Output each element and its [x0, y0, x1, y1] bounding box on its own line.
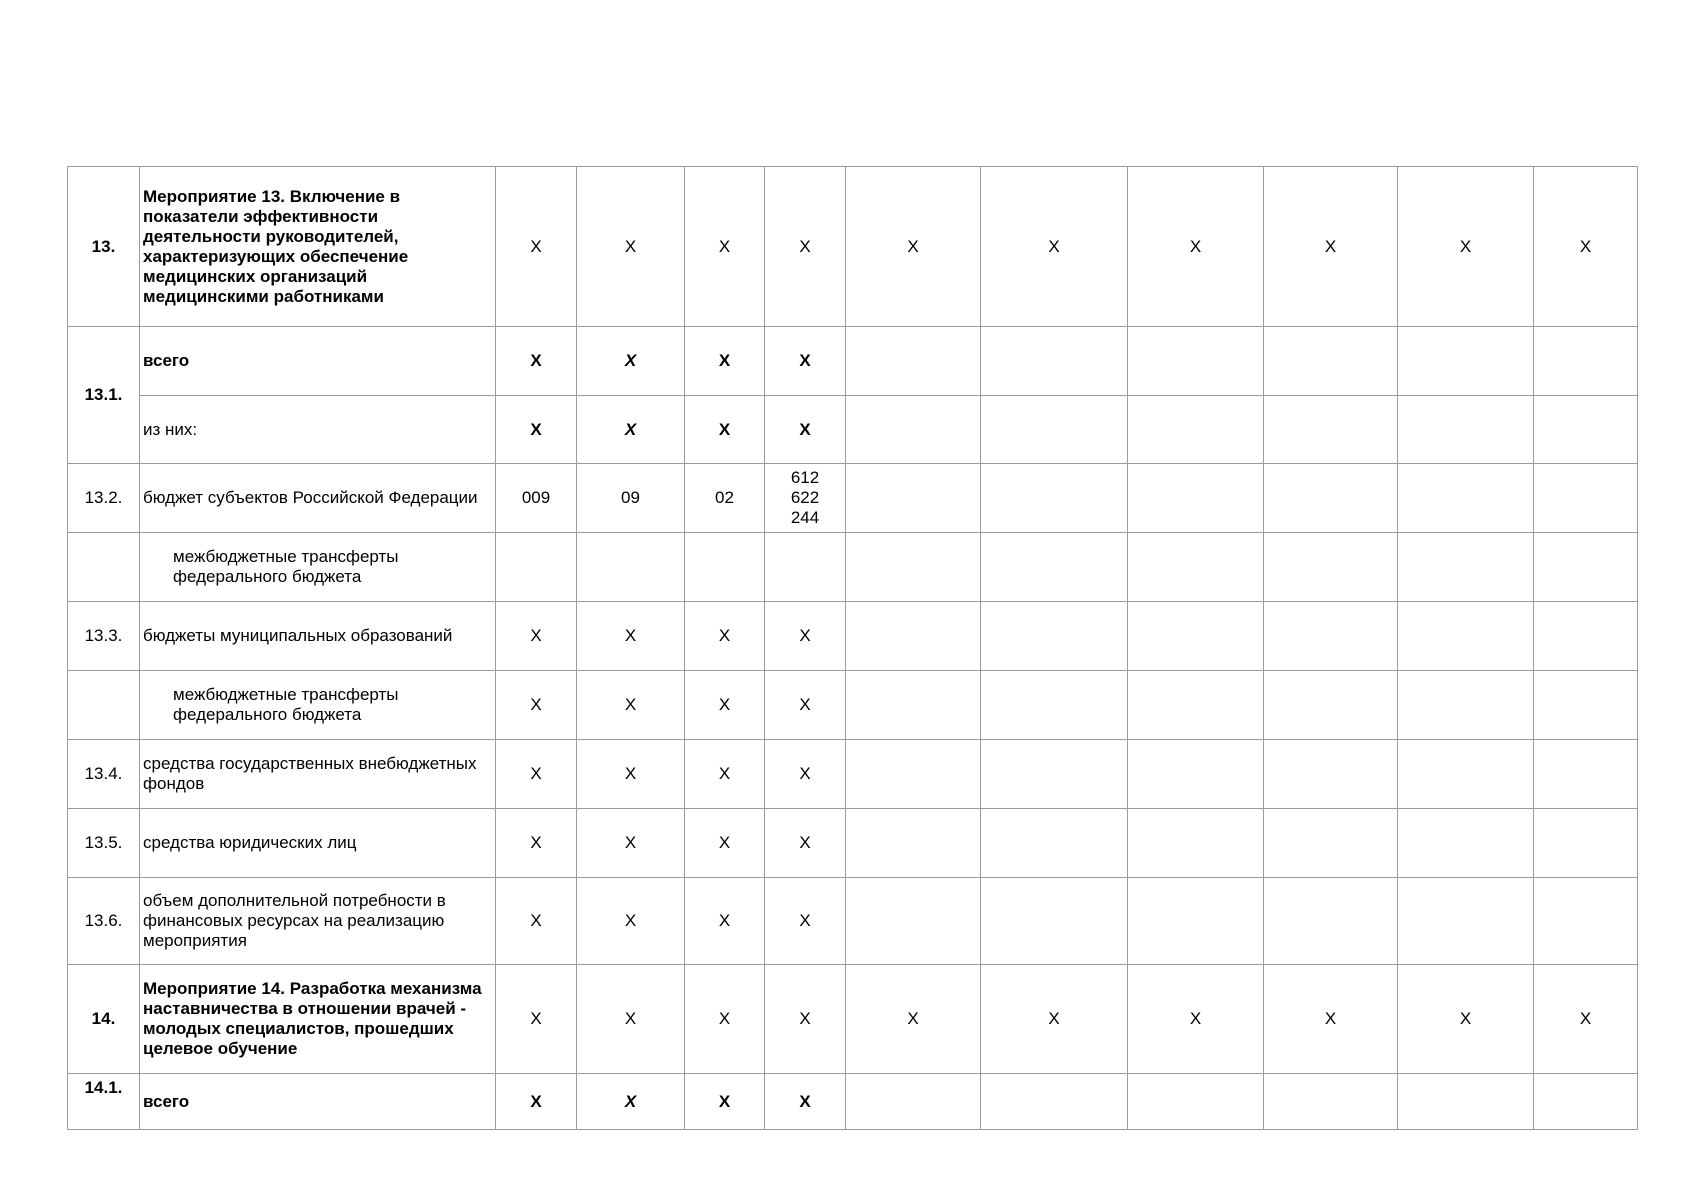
row-description: бюджеты муниципальных образований	[140, 602, 496, 671]
row-description: бюджет субъектов Российской Федерации	[140, 464, 496, 533]
table-cell	[685, 533, 765, 602]
table-cell: X	[1534, 965, 1638, 1074]
table-row	[68, 1074, 1638, 1130]
table-cell: X	[577, 671, 685, 740]
table-cell	[1264, 671, 1398, 740]
table-cell: X	[1398, 965, 1534, 1074]
table-cell: X	[685, 327, 765, 396]
table-row	[68, 809, 1638, 878]
table-cell: 09	[577, 464, 685, 533]
budget-table	[67, 166, 1638, 1130]
table-cell	[765, 533, 846, 602]
table-cell: X	[577, 396, 685, 464]
table-cell	[1398, 1074, 1534, 1130]
table-cell	[1264, 327, 1398, 396]
table-cell	[1398, 327, 1534, 396]
table-cell: X	[1534, 167, 1638, 327]
table-cell	[1264, 809, 1398, 878]
table-cell	[1398, 809, 1534, 878]
table-cell	[1398, 878, 1534, 965]
table-cell	[846, 464, 981, 533]
row-number: 13.	[68, 167, 140, 327]
table-cell	[1534, 464, 1638, 533]
table-cell: X	[577, 878, 685, 965]
table-cell	[496, 533, 577, 602]
table-cell	[846, 740, 981, 809]
table-cell	[846, 809, 981, 878]
table-cell	[1264, 464, 1398, 533]
table-cell	[1128, 671, 1264, 740]
table-cell	[1128, 809, 1264, 878]
table-cell	[846, 602, 981, 671]
table-cell	[1128, 602, 1264, 671]
table-cell: X	[496, 167, 577, 327]
table-cell	[981, 671, 1128, 740]
table-cell	[1534, 533, 1638, 602]
table-cell	[1398, 602, 1534, 671]
table-cell	[981, 602, 1128, 671]
table-cell: 02	[685, 464, 765, 533]
row-description: Мероприятие 14. Разработка механизма наставничества в отношении врачей - молодых специалистов, прошедших целевое обучение	[140, 965, 496, 1074]
table-cell	[1128, 533, 1264, 602]
table-cell: X	[685, 1074, 765, 1130]
table-cell: X	[496, 396, 577, 464]
table-cell: X	[685, 602, 765, 671]
table-cell	[981, 327, 1128, 396]
table-cell: X	[577, 809, 685, 878]
table-cell	[1534, 396, 1638, 464]
table-cell	[1128, 740, 1264, 809]
table-cell: X	[765, 396, 846, 464]
table-cell	[981, 396, 1128, 464]
table-cell: X	[496, 740, 577, 809]
table-cell	[846, 671, 981, 740]
row-description: средства юридических лиц	[140, 809, 496, 878]
table-row	[68, 740, 1638, 809]
table-cell	[1128, 396, 1264, 464]
row-number	[68, 671, 140, 740]
table-cell: X	[685, 878, 765, 965]
table-cell: X	[765, 878, 846, 965]
table-cell	[1128, 1074, 1264, 1130]
table-cell: X	[577, 1074, 685, 1130]
table-cell	[981, 740, 1128, 809]
table-cell	[1398, 740, 1534, 809]
table-cell: X	[685, 167, 765, 327]
table-cell	[1264, 1074, 1398, 1130]
table-row	[68, 396, 1638, 464]
table-cell: X	[765, 1074, 846, 1130]
row-description: всего	[140, 1074, 496, 1130]
table-cell	[846, 878, 981, 965]
table-cell	[846, 533, 981, 602]
table-row	[68, 327, 1638, 396]
table-cell	[1534, 878, 1638, 965]
table-cell	[981, 878, 1128, 965]
table-cell: X	[496, 965, 577, 1074]
table-cell: X	[577, 602, 685, 671]
table-cell	[1534, 809, 1638, 878]
row-description: всего	[140, 327, 496, 396]
table-cell	[1534, 327, 1638, 396]
row-number: 14.1.	[68, 1074, 140, 1130]
table-cell: 009	[496, 464, 577, 533]
table-cell	[846, 396, 981, 464]
table-cell	[981, 1074, 1128, 1130]
row-number: 13.4.	[68, 740, 140, 809]
row-description: объем дополнительной потребности в финансовых ресурсах на реализацию мероприятия	[140, 878, 496, 965]
table-cell	[1128, 464, 1264, 533]
table-cell: X	[846, 965, 981, 1074]
row-number: 13.5.	[68, 809, 140, 878]
expense-code: 622	[790, 488, 820, 507]
table-cell: X	[577, 965, 685, 1074]
table-cell	[1534, 740, 1638, 809]
table-cell: X	[496, 671, 577, 740]
table-row	[68, 671, 1638, 740]
table-cell: X	[765, 740, 846, 809]
table-cell	[1398, 464, 1534, 533]
table-cell	[1534, 1074, 1638, 1130]
table-cell	[577, 533, 685, 602]
table-cell	[1534, 671, 1638, 740]
table-cell: X	[765, 965, 846, 1074]
table-cell	[981, 809, 1128, 878]
table-cell: X	[981, 167, 1128, 327]
table-cell: X	[1264, 167, 1398, 327]
table-cell: X	[496, 602, 577, 671]
table-cell: X	[496, 809, 577, 878]
expense-code: 244	[790, 508, 820, 527]
table-cell: X	[765, 327, 846, 396]
table-cell	[1264, 602, 1398, 671]
table-row	[68, 965, 1638, 1074]
row-number: 13.2.	[68, 464, 140, 533]
row-description: межбюджетные трансферты федерального бюджета	[140, 533, 496, 602]
table-cell	[846, 1074, 981, 1130]
table-cell: X	[765, 602, 846, 671]
table-cell	[1264, 740, 1398, 809]
row-number: 14.	[68, 965, 140, 1074]
table-cell: X	[846, 167, 981, 327]
table-row	[68, 167, 1638, 327]
table-cell	[981, 533, 1128, 602]
table-cell: X	[577, 740, 685, 809]
table-cell: X	[577, 167, 685, 327]
table-cell	[1264, 396, 1398, 464]
table-cell: X	[765, 167, 846, 327]
table-cell: X	[496, 878, 577, 965]
row-description: из них:	[140, 396, 496, 464]
expense-code: 612	[790, 468, 820, 487]
table-cell: X	[1128, 167, 1264, 327]
table-cell	[846, 327, 981, 396]
table-cell: X	[685, 396, 765, 464]
table-cell	[1264, 533, 1398, 602]
table-cell: X	[577, 327, 685, 396]
table-cell: X	[765, 671, 846, 740]
table-cell: X	[981, 965, 1128, 1074]
row-number: 13.3.	[68, 602, 140, 671]
table-row	[68, 533, 1638, 602]
table-cell: X	[765, 809, 846, 878]
table-cell: X	[1398, 167, 1534, 327]
table-cell: X	[685, 965, 765, 1074]
table-cell: X	[685, 809, 765, 878]
table-cell	[1128, 327, 1264, 396]
row-number: 13.1.	[68, 327, 140, 464]
table-cell	[1534, 602, 1638, 671]
row-description: средства государственных внебюджетных фондов	[140, 740, 496, 809]
table-cell	[1264, 878, 1398, 965]
table-cell: X	[1128, 965, 1264, 1074]
table-row	[68, 878, 1638, 965]
table-row	[68, 602, 1638, 671]
table-cell	[1128, 878, 1264, 965]
row-number	[68, 533, 140, 602]
row-description: межбюджетные трансферты федерального бюджета	[140, 671, 496, 740]
row-description: Мероприятие 13. Включение в показатели эффективности деятельности руководителей, характеризующих обеспечение медицинских организаций медицинскими работниками	[140, 167, 496, 327]
table-row	[68, 464, 1638, 533]
table-cell	[981, 464, 1128, 533]
table-cell	[1398, 671, 1534, 740]
table-cell	[1398, 533, 1534, 602]
table-cell: X	[496, 327, 577, 396]
row-number: 13.6.	[68, 878, 140, 965]
expense-codes-cell	[765, 464, 846, 533]
table-cell: X	[685, 740, 765, 809]
table-cell	[1398, 396, 1534, 464]
table-cell: X	[1264, 965, 1398, 1074]
table-cell: X	[685, 671, 765, 740]
table-cell: X	[496, 1074, 577, 1130]
